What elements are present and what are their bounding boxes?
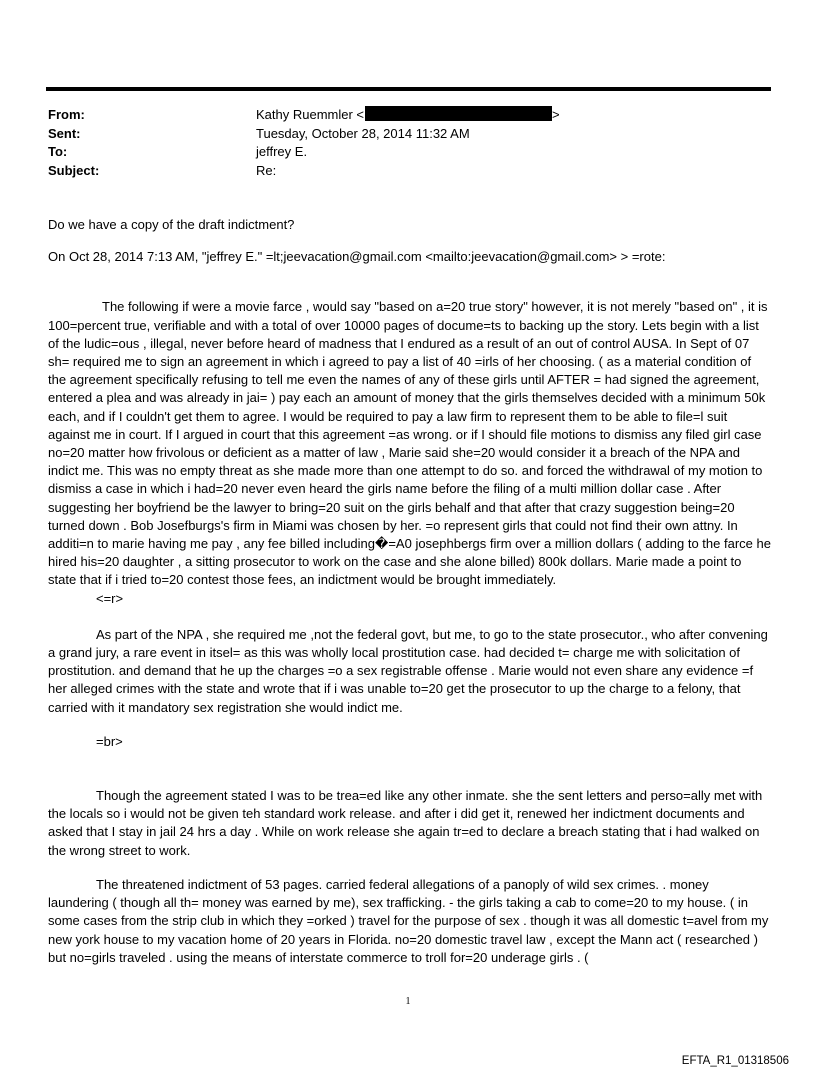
- break-tag-2: =br>: [96, 733, 123, 749]
- paragraph-3: Though the agreement stated I was to be trea=ed like any other inmate. she the sent letters and perso=ally met with the locals so i would not be given teh standard work release. and after i did get it, renewed her indictment documents and asked that I stay in jail 24 hrs a day . While on work release she again tr=ed to declare a breach stating that i had walked on the wrong street to work.: [48, 788, 763, 858]
- paragraph-1: The following if were a movie farce , would say "based on a=20 true story" however, it is not merely "based on" , it is 100=percent true, verifiable and with a total of over 10000 pages of docume=ts to backing up the story. Lets begin with a list of the ludic=ous , illegal, never before heard of madness that I endured as a result of an out of control AUSA. In Sept of 07 sh= required me to sign an agreement in which i agreed to pay a list of 40 =irls of her choosing. ( as a material condition of the agreement specifically refusing to tell me even the names of any of these girls until AFTER = had signed the agreement, entered a plea and was already in jai= ) pay each an amount of money that the girls themselves decided with a minimum 50k each, and if I couldn't get them to agree. I would be required to pay a law firm to represent them to be able to file=l suit against me in court. If I argued in court that this agreement =as wrong. or if I should file motions to dismiss any filed girl case no=20 matter how frivolous or deficient as a matter of law , Marie said she=20 would consider it a breach of the NPA and indict me. This was no empty threat as she made more than one attempt to do so. and forced the withdrawal of my motion to dismiss a case in which i had=20 never even heard the girls name before the filing of a multi million dollar case . After suggesting her boyfriend be the lawyer to bring=20 suit on the girls behalf and that after that crazy suggestion being=20 turned down . Bob Josefburgs's firm in Miami was chosen by her. =o represent girls that could not find their own attny. In additi=n to marie having me pay , any fee billed including�=A0 josephbergs firm over a million dollars ( adding to the farce he hired his=20 daughter , a sitting prosecutor to work on the case and she alone billed) 800k dollars. Marie made a point to state that if i tried to=20 contest those fees, an indictment would be brought immediately.: [48, 299, 771, 588]
- bates-number: EFTA_R1_01318506: [681, 1055, 789, 1067]
- from-row: [48, 106, 560, 125]
- to-label: To:: [48, 144, 68, 160]
- from-name: Kathy Ruemmler <: [256, 107, 365, 122]
- question-line: Do we have a copy of the draft indictment?: [48, 217, 295, 232]
- redaction-box: [365, 106, 552, 121]
- quote-intro: On Oct 28, 2014 7:13 AM, "jeffrey E." =lt;jeevacation@gmail.com <mailto:jeevacation@gmail.com> > =rote:: [48, 249, 666, 265]
- sent-label: Sent:: [48, 125, 81, 141]
- subject-row: [48, 162, 560, 181]
- paragraph-2: As part of the NPA , she required me ,not the federal govt, but me, to go to the state prosecutor., who after convening a grand jury, a rare event in itsel= as this was wholly local prostitution case. had decided t= charge me with solicitation of prostitution. and demand that he up the charges =o a sex registrable offense . Marie would not even share any evidence =f her alleged crimes with the state and wrote that if i was unable to=20 get the prosecutor to up the charge to a felony, that carried with it mandatory sex registration she would indict me.: [48, 626, 768, 715]
- from-label: From:: [48, 107, 85, 122]
- email-body: [48, 216, 772, 967]
- to-row: [48, 143, 560, 162]
- sent-row: [48, 125, 560, 144]
- from-value: [256, 106, 560, 125]
- from-suffix: >: [552, 107, 560, 122]
- header-rule: [46, 87, 771, 91]
- email-header: [48, 106, 560, 181]
- page-number: 1: [405, 996, 411, 1007]
- sent-value: Tuesday, October 28, 2014 11:32 AM: [256, 125, 470, 141]
- subject-label: Subject:: [48, 163, 100, 179]
- to-value: jeffrey E.: [256, 144, 308, 160]
- break-tag-1: <=r>: [96, 590, 124, 606]
- subject-value: Re:: [256, 163, 277, 179]
- paragraph-4: The threatened indictment of 53 pages. carried federal allegations of a panoply of wild sex crimes. . money laundering ( though all th= money was earned by me), sex trafficking. - the girls taking a cab to come=20 to my house. ( in some cases from the strip club in which they =orked ) travel for the purpose of sex . though it was all domestic t=avel from my new york house to my vacation home of 20 years in Florida. no=20 domestic travel law , except the Mann act ( researched ) but no=girls traveled . using the means of interstate commerce to troll for=20 underage girls . (: [48, 876, 769, 965]
